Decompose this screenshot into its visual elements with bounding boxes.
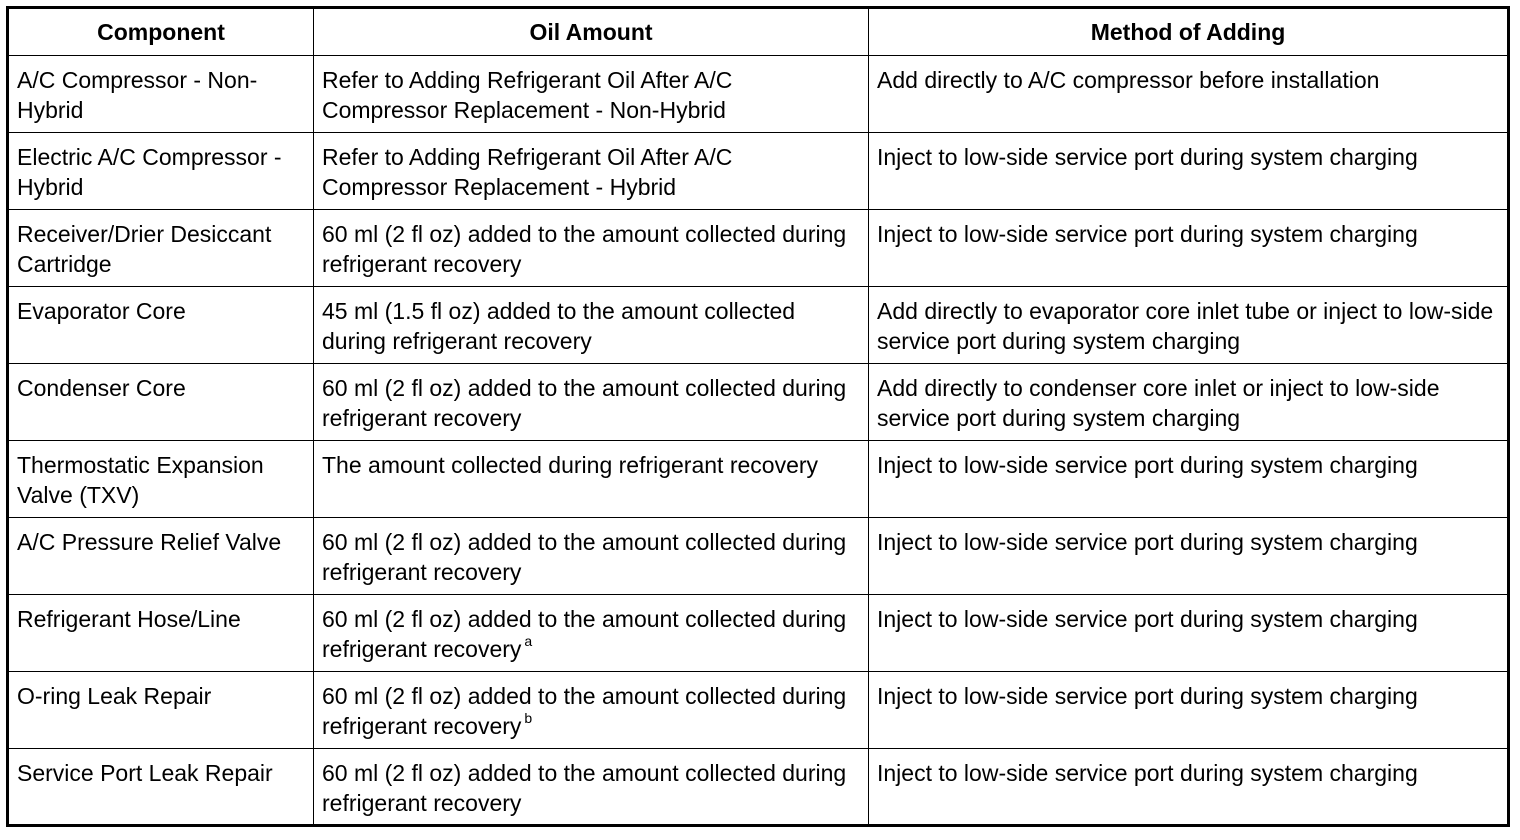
cell-method: Inject to low-side service port during system charging: [869, 749, 1509, 826]
cell-method: Inject to low-side service port during system charging: [869, 133, 1509, 210]
oil-amount-text: 45 ml (1.5 fl oz) added to the amount collected during refrigerant recovery: [322, 298, 796, 354]
oil-amount-text: 60 ml (2 fl oz) added to the amount collected during refrigerant recovery: [322, 529, 847, 585]
cell-method: Add directly to A/C compressor before installation: [869, 56, 1509, 133]
oil-amount-text: 60 ml (2 fl oz) added to the amount collected during refrigerant recovery: [322, 606, 847, 662]
cell-oil-amount: [314, 56, 869, 133]
oil-amount-text: 60 ml (2 fl oz) added to the amount collected during refrigerant recovery: [322, 375, 847, 431]
oil-amount-text: The amount collected during refrigerant recovery: [322, 452, 819, 478]
oil-amount-text: Refer to Adding Refrigerant Oil After A/C Compressor Replacement - Non-Hybrid: [322, 67, 733, 123]
cell-component: Receiver/Drier Desiccant Cartridge: [8, 210, 314, 287]
table-row: [8, 364, 1509, 441]
cell-oil-amount: [314, 441, 869, 518]
cell-method: Inject to low-side service port during system charging: [869, 595, 1509, 672]
oil-amount-text: Refer to Adding Refrigerant Oil After A/C Compressor Replacement - Hybrid: [322, 144, 733, 200]
cell-component: Service Port Leak Repair: [8, 749, 314, 826]
cell-component: Condenser Core: [8, 364, 314, 441]
cell-oil-amount: [314, 595, 869, 672]
footnote-marker: a: [524, 633, 533, 650]
cell-oil-amount: [314, 749, 869, 826]
table-row: [8, 672, 1509, 749]
table-row: [8, 749, 1509, 826]
table-row: [8, 595, 1509, 672]
oil-amount-text: 60 ml (2 fl oz) added to the amount collected during refrigerant recovery: [322, 760, 847, 816]
oil-amount-text: 60 ml (2 fl oz) added to the amount collected during refrigerant recovery: [322, 221, 847, 277]
cell-oil-amount: [314, 518, 869, 595]
cell-component: Refrigerant Hose/Line: [8, 595, 314, 672]
cell-method: Add directly to condenser core inlet or inject to low-side service port during system charging: [869, 364, 1509, 441]
table-row: [8, 441, 1509, 518]
cell-method: Inject to low-side service port during system charging: [869, 210, 1509, 287]
cell-method: Inject to low-side service port during system charging: [869, 441, 1509, 518]
cell-component: A/C Pressure Relief Valve: [8, 518, 314, 595]
cell-oil-amount: [314, 133, 869, 210]
cell-component: Evaporator Core: [8, 287, 314, 364]
cell-oil-amount: [314, 210, 869, 287]
cell-oil-amount: [314, 364, 869, 441]
cell-oil-amount: [314, 287, 869, 364]
table-row: [8, 133, 1509, 210]
header-method: Method of Adding: [869, 8, 1509, 56]
table-row: [8, 518, 1509, 595]
table-row: [8, 287, 1509, 364]
cell-oil-amount: [314, 672, 869, 749]
oil-amount-text: 60 ml (2 fl oz) added to the amount collected during refrigerant recovery: [322, 683, 847, 739]
footnote-marker: b: [524, 710, 533, 727]
cell-component: Thermostatic Expansion Valve (TXV): [8, 441, 314, 518]
cell-method: Inject to low-side service port during system charging: [869, 672, 1509, 749]
table-row: [8, 56, 1509, 133]
refrigerant-oil-table: [6, 6, 1510, 827]
cell-component: Electric A/C Compressor - Hybrid: [8, 133, 314, 210]
header-row: [8, 8, 1509, 56]
cell-component: O-ring Leak Repair: [8, 672, 314, 749]
header-component: Component: [8, 8, 314, 56]
cell-method: Inject to low-side service port during system charging: [869, 518, 1509, 595]
cell-component: A/C Compressor - Non-Hybrid: [8, 56, 314, 133]
cell-method: Add directly to evaporator core inlet tube or inject to low-side service port during system charging: [869, 287, 1509, 364]
header-oil-amount: Oil Amount: [314, 8, 869, 56]
table-row: [8, 210, 1509, 287]
